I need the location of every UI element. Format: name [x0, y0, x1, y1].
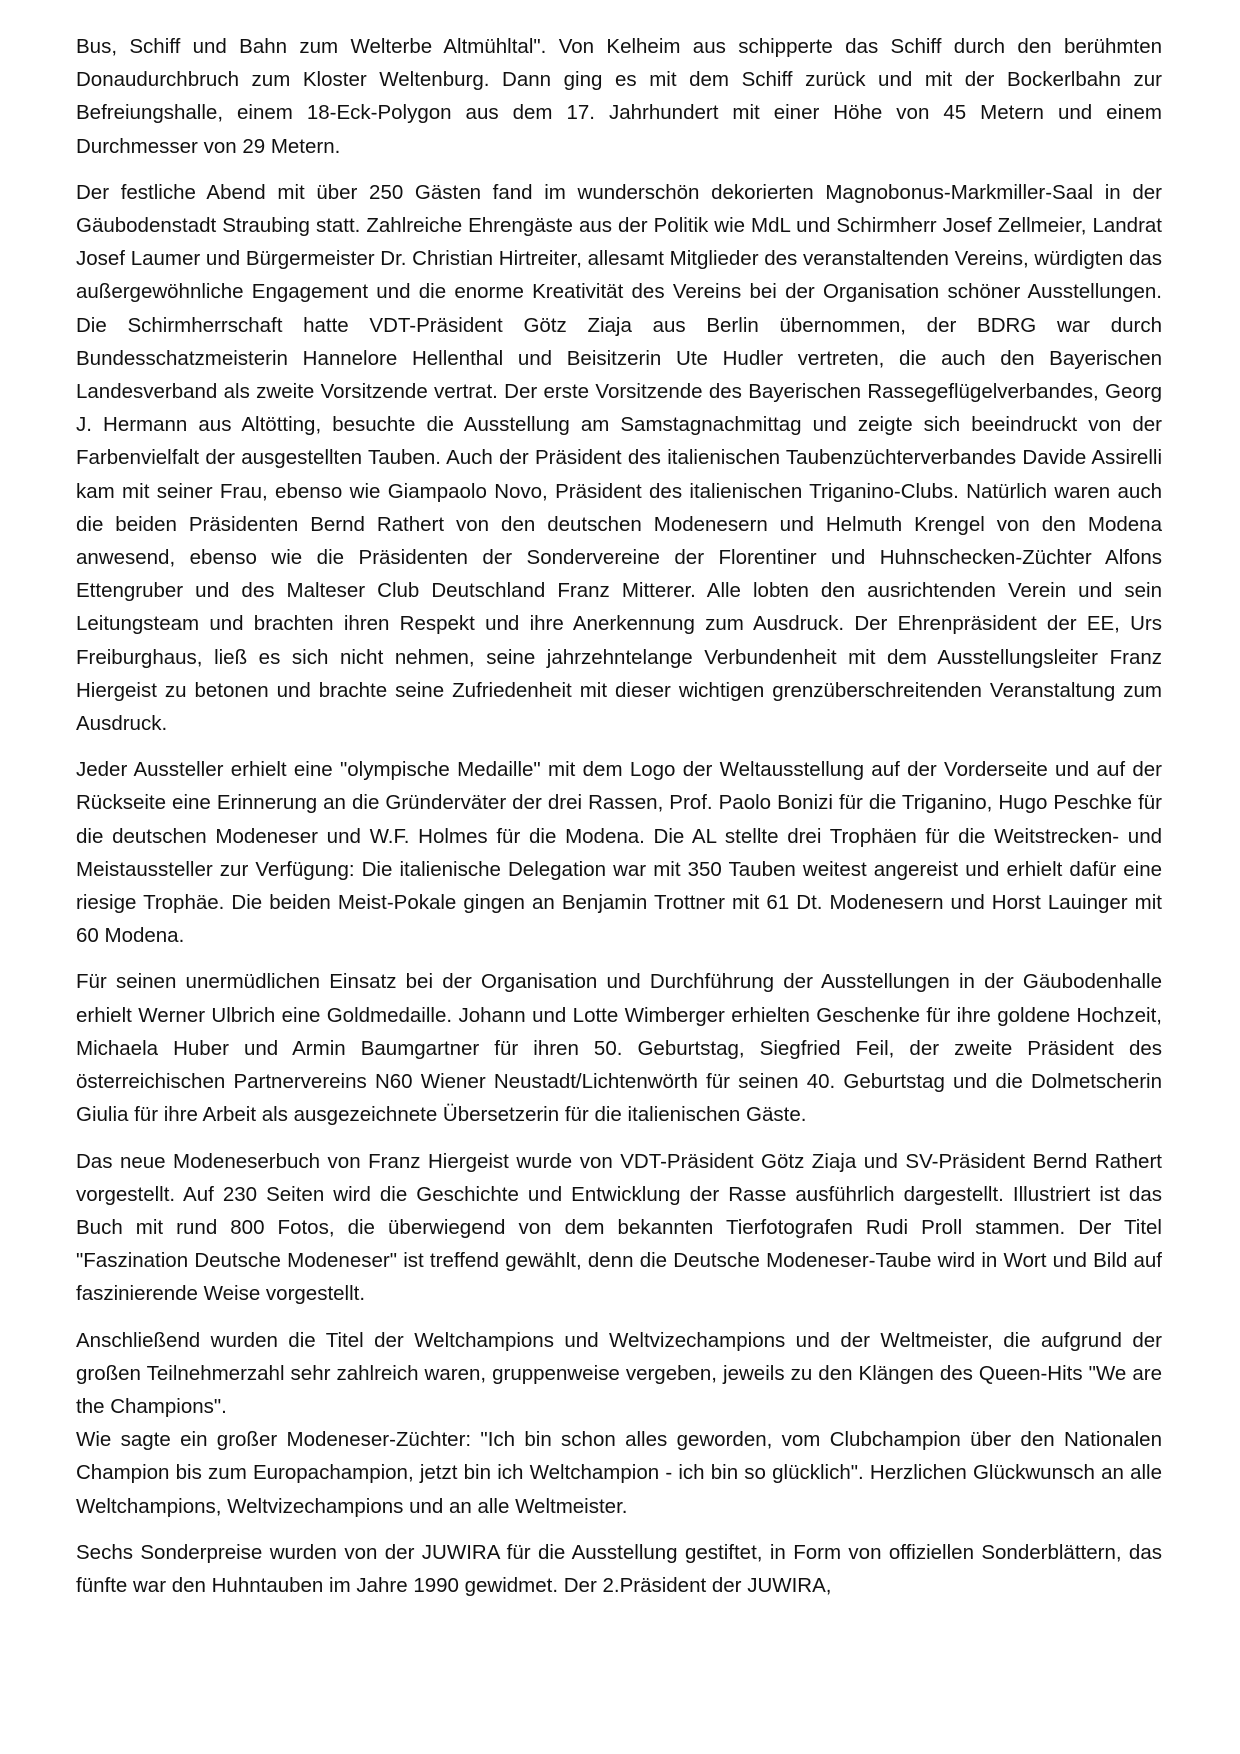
paragraph-olympic-medal: Jeder Aussteller erhielt eine "olympische Medaille" mit dem Logo der Weltausstellung auf der Vorderseite und auf der Rückseite eine Erinnerung an die Gründerväter der drei Rassen, Prof. Paolo Bonizi für die Triganino, Hugo Peschke für die deutschen Modeneser und W.F. Holmes für die Modena. Die AL stellte drei Trophäen für die Weitstrecken- und Meistaussteller zur Verfügung: Die italienische Delegation war mit 350 Tauben weitest angereist und erhielt dafür eine riesige Trophäe. Die beiden Meist-Pokale gingen an Benjamin Trottner mit 61 Dt. Modenesern und Horst Lauinger mit 60 Modena. — [76, 758, 1162, 948]
paragraph-altmuehltal-trip: Bus, Schiff und Bahn zum Welterbe Altmühltal". Von Kelheim aus schipperte das Schiff durch den berühmten Donaudurchbruch zum Kloster Weltenburg. Dann ging es mit dem Schiff zurück und mit der Bockerlbahn zur Befreiungshalle, einem 18-Eck-Polygon aus dem 17. Jahrhundert mit einer Höhe von 45 Metern und einem Durchmesser von 29 Metern. — [76, 35, 1162, 158]
document-page — [76, 30, 1162, 1615]
paragraph-modeneser-book: Das neue Modeneserbuch von Franz Hiergeist wurde von VDT-Präsident Götz Ziaja und SV-Präsident Bernd Rathert vorgestellt. Auf 230 Seiten wird die Geschichte und Entwicklung der Rasse ausführlich dargestellt. Illustriert ist das Buch mit rund 800 Fotos, die überwiegend von dem bekannten Tierfotografen Rudi Proll stammen. Der Titel "Faszination Deutsche Modeneser" ist treffend gewählt, denn die Deutsche Modeneser-Taube wird in Wort und Bild auf faszinierende Weise vorgestellt. — [76, 1149, 1162, 1306]
paragraph-special-prizes: Sechs Sonderpreise wurden von der JUWIRA für die Ausstellung gestiftet, in Form von offiziellen Sonderblättern, das fünfte war den Huhntauben im Jahre 1990 gewidmet. Der 2.Präsident der JUWIRA, — [76, 1540, 1162, 1597]
paragraph-festive-evening: Der festliche Abend mit über 250 Gästen fand im wunderschön dekorierten Magnobonus-Markmiller-Saal in der Gäubodenstadt Straubing statt. Zahlreiche Ehrengäste aus der Politik wie MdL und Schirmherr Josef Zellmeier, Landrat Josef Laumer und Bürgermeister Dr. Christian Hirtreiter, allesamt Mitglieder des veranstaltenden Vereins, würdigten das außergewöhnliche Engagement und die enorme Kreativität des Vereins bei der Organisation schöner Ausstellungen. Die Schirmherrschaft hatte VDT-Präsident Götz Ziaja aus Berlin übernommen, der BDRG war durch Bundesschatzmeisterin Hannelore Hellenthal und Beisitzerin Ute Hudler vertreten, die auch den Bayerischen Landesverband als zweite Vorsitzende vertrat. Der erste Vorsitzende des Bayerischen Rassegeflügelverbandes, Georg J. Hermann aus Altötting, besuchte die Ausstellung am Samstagnachmittag und zeigte sich beeindruckt von der Farbenvielfalt der ausgestellten Tauben. Auch der Präsident des italienischen Taubenzüchterverbandes Davide Assirelli kam mit seiner Frau, ebenso wie Giampaolo Novo, Präsident des italienischen Triganino-Clubs. Natürlich waren auch die beiden Präsidenten Bernd Rathert von den deutschen Modenesern und Helmuth Krengel von den Modena anwesend, ebenso wie die Präsidenten der Sondervereine der Florentiner und Huhnschecken-Züchter Alfons Ettengruber und des Malteser Club Deutschland Franz Mitterer. Alle lobten den ausrichtenden Verein und sein Leitungsteam und brachten ihren Respekt und ihre Anerkennung zum Ausdruck. Der Ehrenpräsident der EE, Urs Freiburghaus, ließ es sich nicht nehmen, seine jahrzehntelange Verbundenheit mit dem Ausstellungsleiter Franz Hiergeist zu betonen und brachte seine Zufriedenheit mit dieser wichtigen grenzüberschreitenden Veranstaltung zum Ausdruck. — [76, 180, 1162, 736]
paragraph-champion-titles: Anschließend wurden die Titel der Weltchampions und Weltvizechampions und der Weltmeister, die aufgrund der großen Teilnehmerzahl sehr zahlreich waren, gruppenweise vergeben, jeweils zu den Klängen des Queen-Hits "We are the Champions". — [76, 1328, 1162, 1418]
paragraph-breeder-quote: Wie sagte ein großer Modeneser-Züchter: "Ich bin schon alles geworden, vom Clubchampion über den Nationalen Champion bis zum Europachampion, jetzt bin ich Weltchampion - ich bin so glücklich". Herzlichen Glückwunsch an alle Weltchampions, Weltvizechampions und an alle Weltmeister. — [76, 1428, 1162, 1518]
paragraph-honours: Für seinen unermüdlichen Einsatz bei der Organisation und Durchführung der Ausstellungen in der Gäubodenhalle erhielt Werner Ulbrich eine Goldmedaille. Johann und Lotte Wimberger erhielten Geschenke für ihre goldene Hochzeit, Michaela Huber und Armin Baumgartner für ihren 50. Geburtstag, Siegfried Feil, der zweite Präsident des österreichischen Partnervereins N60 Wiener Neustadt/Lichtenwörth für seinen 40. Geburtstag und die Dolmetscherin Giulia für ihre Arbeit als ausgezeichnete Übersetzerin für die italienischen Gäste. — [76, 970, 1162, 1127]
